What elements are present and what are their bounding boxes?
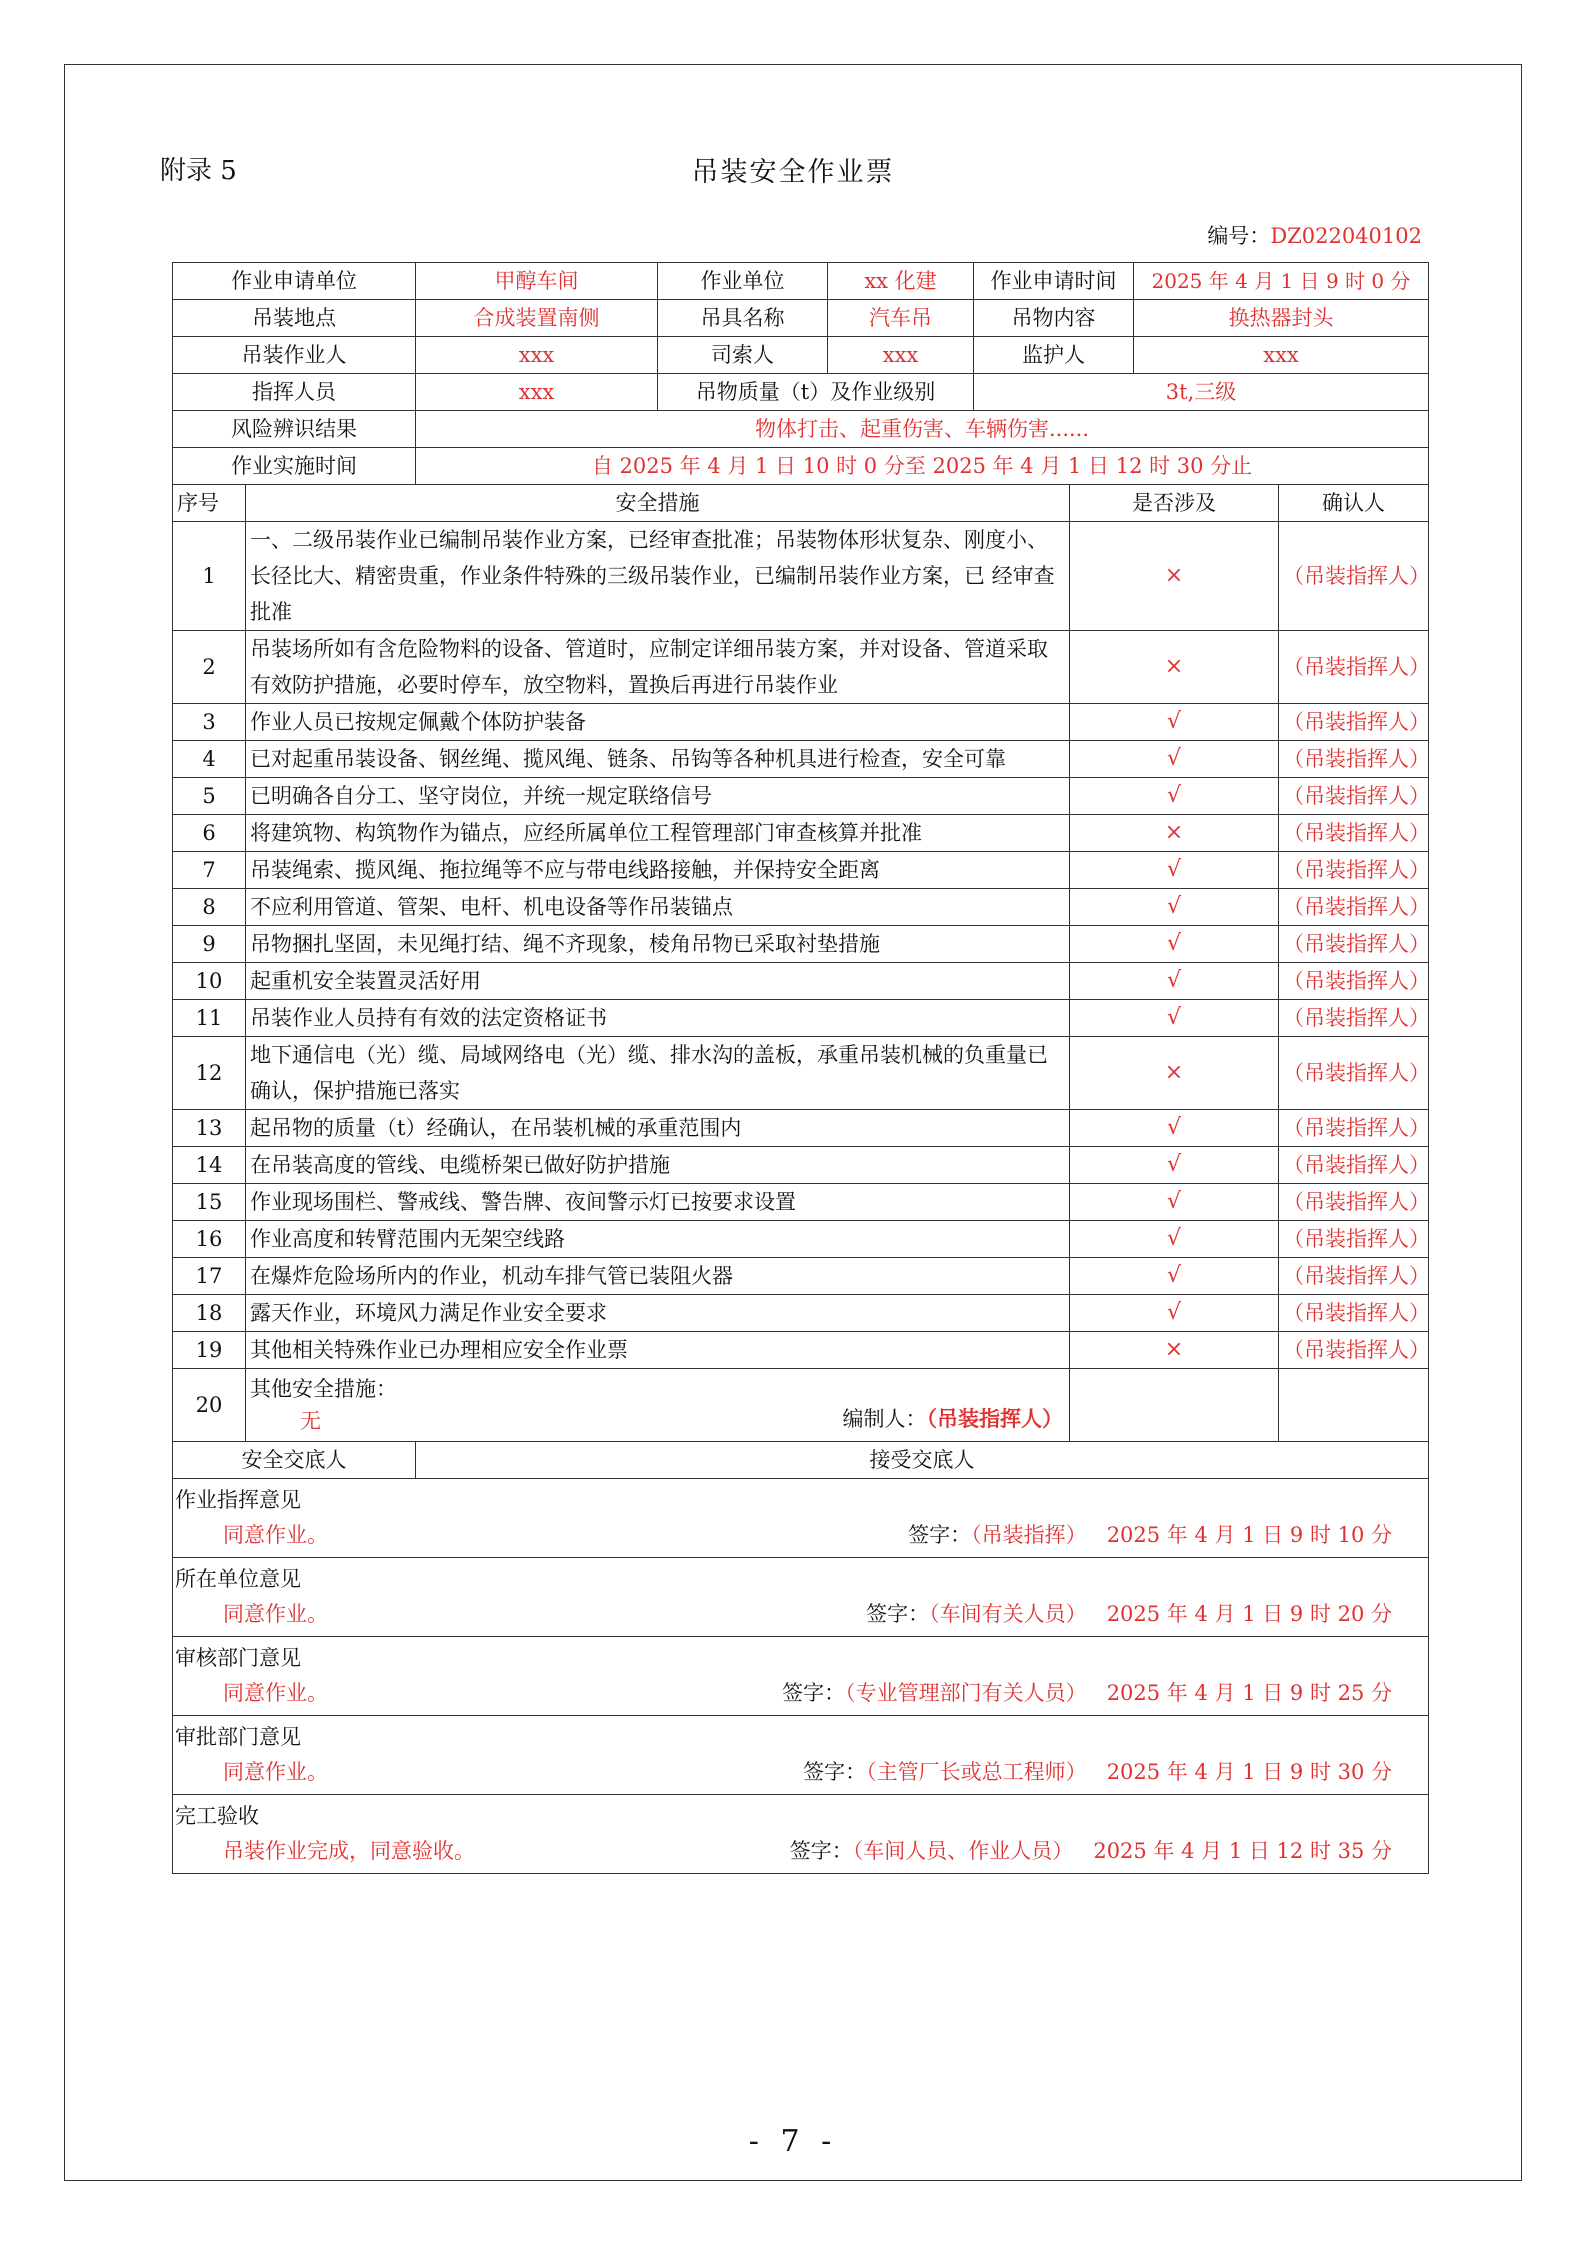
measure-text: 已明确各自分工、坚守岗位，并统一规定联络信号 bbox=[246, 778, 1070, 815]
measure-row bbox=[173, 741, 1429, 778]
other-measures-row bbox=[173, 1369, 1429, 1442]
opinion-label: 作业指挥意见 bbox=[175, 1488, 301, 1512]
ticket-number bbox=[1207, 220, 1422, 250]
apply-unit-label: 作业申请单位 bbox=[173, 263, 416, 300]
measure-no: 3 bbox=[173, 704, 246, 741]
signer: （车间人员、作业人员） bbox=[852, 1839, 1074, 1863]
measure-text: 其他相关特殊作业已办理相应安全作业票 bbox=[246, 1332, 1070, 1369]
other-measures-cell bbox=[246, 1369, 1070, 1442]
measure-row bbox=[173, 852, 1429, 889]
risk-label: 风险辨识结果 bbox=[173, 411, 416, 448]
author bbox=[843, 1403, 1064, 1435]
opinion-cell bbox=[173, 1795, 1429, 1874]
guardian-label: 监护人 bbox=[974, 337, 1134, 374]
measure-no: 18 bbox=[173, 1295, 246, 1332]
period-value: 自 2025 年 4 月 1 日 10 时 0 分至 2025 年 4 月 1 日 12 时 30 分止 bbox=[416, 448, 1429, 485]
page-number: - 7 - bbox=[748, 2124, 838, 2159]
measure-text: 不应利用管道、管架、电杆、机电设备等作吊装锚点 bbox=[246, 889, 1070, 926]
measure-text: 已对起重吊装设备、钢丝绳、揽风绳、链条、吊钩等各种机具进行检查，安全可靠 bbox=[246, 741, 1070, 778]
permit-table bbox=[172, 262, 1429, 1874]
measure-text: 起重机安全装置灵活好用 bbox=[246, 963, 1070, 1000]
measure-confirmer: （吊装指挥人） bbox=[1279, 926, 1429, 963]
measure-row bbox=[173, 1184, 1429, 1221]
measure-involved-mark: √ bbox=[1070, 1000, 1279, 1037]
measures-header-row bbox=[173, 485, 1429, 522]
measure-involved-mark: × bbox=[1070, 631, 1279, 704]
opinion-row bbox=[173, 1558, 1429, 1637]
opinion-signature bbox=[803, 1754, 1422, 1790]
measure-involved-mark: √ bbox=[1070, 1147, 1279, 1184]
mass-label: 吊物质量（t）及作业级别 bbox=[658, 374, 974, 411]
measure-involved-mark: × bbox=[1070, 1037, 1279, 1110]
opinion-signature bbox=[790, 1833, 1422, 1869]
measure-involved-mark: √ bbox=[1070, 1295, 1279, 1332]
opinion-label: 审批部门意见 bbox=[175, 1725, 301, 1749]
measure-text: 地下通信电（光）缆、局域网络电（光）缆、排水沟的盖板，承重吊装机械的负重量已 确认，保护措施已落实 bbox=[246, 1037, 1070, 1110]
mass-value: 3t,三级 bbox=[974, 374, 1429, 411]
operator-label: 吊装作业人 bbox=[173, 337, 416, 374]
sign-label: 签字： bbox=[789, 1839, 853, 1863]
measure-row bbox=[173, 889, 1429, 926]
info-row-5 bbox=[173, 411, 1429, 448]
measure-no: 14 bbox=[173, 1147, 246, 1184]
measure-no: 15 bbox=[173, 1184, 246, 1221]
measure-row bbox=[173, 1221, 1429, 1258]
guardian-value: xxx bbox=[1134, 337, 1429, 374]
measure-confirmer: （吊装指挥人） bbox=[1279, 1221, 1429, 1258]
measure-confirmer: （吊装指挥人） bbox=[1279, 778, 1429, 815]
measure-involved-mark: √ bbox=[1070, 963, 1279, 1000]
ticket-number-label: 编号： bbox=[1207, 224, 1271, 248]
measure-involved-mark: × bbox=[1070, 522, 1279, 631]
measure-confirmer: （吊装指挥人） bbox=[1279, 1184, 1429, 1221]
opinion-cell bbox=[173, 1479, 1429, 1558]
measure-confirmer: （吊装指挥人） bbox=[1279, 631, 1429, 704]
col-header-measure: 安全措施 bbox=[246, 485, 1070, 522]
info-row-2 bbox=[173, 300, 1429, 337]
measure-row bbox=[173, 1110, 1429, 1147]
measure-row bbox=[173, 631, 1429, 704]
opinion-line bbox=[175, 1675, 1422, 1711]
measure-involved-mark: √ bbox=[1070, 778, 1279, 815]
period-label: 作业实施时间 bbox=[173, 448, 416, 485]
rigger-value: xxx bbox=[828, 337, 974, 374]
commander-value: xxx bbox=[416, 374, 658, 411]
apply-time-label: 作业申请时间 bbox=[974, 263, 1134, 300]
tool-label: 吊具名称 bbox=[658, 300, 828, 337]
measure-no: 1 bbox=[173, 522, 246, 631]
location-value: 合成装置南侧 bbox=[416, 300, 658, 337]
opinion-cell bbox=[173, 1716, 1429, 1795]
measure-no: 8 bbox=[173, 889, 246, 926]
risk-value: 物体打击、起重伤害、车辆伤害...... bbox=[416, 411, 1429, 448]
measure-text: 露天作业，环境风力满足作业安全要求 bbox=[246, 1295, 1070, 1332]
sign-date: 2025 年 4 月 1 日 9 时 25 分 bbox=[1106, 1681, 1393, 1705]
measure-row bbox=[173, 963, 1429, 1000]
tool-value: 汽车吊 bbox=[828, 300, 974, 337]
apply-time-value: 2025 年 4 月 1 日 9 时 0 分 bbox=[1134, 263, 1429, 300]
rigger-label: 司索人 bbox=[658, 337, 828, 374]
opinion-label: 审核部门意见 bbox=[175, 1646, 301, 1670]
content-label: 吊物内容 bbox=[974, 300, 1134, 337]
measure-no: 11 bbox=[173, 1000, 246, 1037]
measure-confirmer: （吊装指挥人） bbox=[1279, 1110, 1429, 1147]
measure-confirmer: （吊装指挥人） bbox=[1279, 1037, 1429, 1110]
info-row-6 bbox=[173, 448, 1429, 485]
measure-text: 在吊装高度的管线、电缆桥架已做好防护措施 bbox=[246, 1147, 1070, 1184]
measure-text: 吊装绳索、揽风绳、拖拉绳等不应与带电线路接触，并保持安全距离 bbox=[246, 852, 1070, 889]
measure-involved-mark: √ bbox=[1070, 852, 1279, 889]
sign-date: 2025 年 4 月 1 日 12 时 35 分 bbox=[1093, 1839, 1393, 1863]
sign-label: 签字： bbox=[908, 1523, 972, 1547]
measure-text: 在爆炸危险场所内的作业，机动车排气管已装阻火器 bbox=[246, 1258, 1070, 1295]
opinion-row bbox=[173, 1716, 1429, 1795]
col-header-confirmer: 确认人 bbox=[1279, 485, 1429, 522]
measure-involved-mark: √ bbox=[1070, 1258, 1279, 1295]
measure-confirmer: （吊装指挥人） bbox=[1279, 815, 1429, 852]
measure-no: 5 bbox=[173, 778, 246, 815]
sign-label: 签字： bbox=[782, 1681, 846, 1705]
opinion-line bbox=[175, 1754, 1422, 1790]
sign-date: 2025 年 4 月 1 日 9 时 20 分 bbox=[1106, 1602, 1393, 1626]
measure-no: 9 bbox=[173, 926, 246, 963]
info-row-3 bbox=[173, 337, 1429, 374]
opinion-label: 所在单位意见 bbox=[175, 1567, 301, 1591]
measure-text: 吊装作业人员持有有效的法定资格证书 bbox=[246, 1000, 1070, 1037]
location-label: 吊装地点 bbox=[173, 300, 416, 337]
briefing-row bbox=[173, 1442, 1429, 1479]
opinion-cell bbox=[173, 1637, 1429, 1716]
work-unit-label: 作业单位 bbox=[658, 263, 828, 300]
content-value: 换热器封头 bbox=[1134, 300, 1429, 337]
measure-confirmer: （吊装指挥人） bbox=[1279, 852, 1429, 889]
measure-involved-mark: √ bbox=[1070, 1221, 1279, 1258]
signer: （主管厂长或总工程师） bbox=[866, 1760, 1087, 1784]
signer: （专业管理部门有关人员） bbox=[845, 1681, 1087, 1705]
measure-row bbox=[173, 522, 1429, 631]
measure-no: 16 bbox=[173, 1221, 246, 1258]
opinion-line bbox=[175, 1596, 1422, 1632]
measure-text: 吊物捆扎坚固，未见绳打结、绳不齐现象，棱角吊物已采取衬垫措施 bbox=[246, 926, 1070, 963]
col-header-no: 序号 bbox=[173, 485, 246, 522]
measure-confirmer: （吊装指挥人） bbox=[1279, 522, 1429, 631]
measure-text: 将建筑物、构筑物作为锚点，应经所属单位工程管理部门审查核算并批准 bbox=[246, 815, 1070, 852]
other-measures-label: 其他安全措施： bbox=[250, 1377, 397, 1401]
measure-text: 作业人员已按规定佩戴个体防护装备 bbox=[246, 704, 1070, 741]
measure-row bbox=[173, 815, 1429, 852]
measure-text: 吊装场所如有含危险物料的设备、管道时，应制定详细吊装方案，并对设备、管道采取有效防护措施，必要时停车，放空物料，置换后再进行吊装作业 bbox=[246, 631, 1070, 704]
measure-text: 一、二级吊装作业已编制吊装作业方案，已经审查批准；吊装物体形状复杂、刚度小、长径比大、精密贵重，作业条件特殊的三级吊装作业，已编制吊装作业方案，已 经审查批准 bbox=[246, 522, 1070, 631]
measure-confirmer: （吊装指挥人） bbox=[1279, 704, 1429, 741]
measure-row bbox=[173, 1000, 1429, 1037]
measure-no: 12 bbox=[173, 1037, 246, 1110]
opinion-row bbox=[173, 1637, 1429, 1716]
measure-text: 起吊物的质量（t）经确认，在吊装机械的承重范围内 bbox=[246, 1110, 1070, 1147]
measure-row bbox=[173, 1037, 1429, 1110]
sign-label: 签字： bbox=[803, 1760, 867, 1784]
measure-involved-mark: √ bbox=[1070, 1110, 1279, 1147]
measure-text: 作业高度和转臂范围内无架空线路 bbox=[246, 1221, 1070, 1258]
measure-no: 10 bbox=[173, 963, 246, 1000]
measure-no: 19 bbox=[173, 1332, 246, 1369]
measure-no: 2 bbox=[173, 631, 246, 704]
opinion-line bbox=[175, 1833, 1422, 1869]
measure-involved-mark: √ bbox=[1070, 926, 1279, 963]
info-row-4 bbox=[173, 374, 1429, 411]
commander-label: 指挥人员 bbox=[173, 374, 416, 411]
measure-confirmer: （吊装指挥人） bbox=[1279, 1000, 1429, 1037]
opinion-label: 完工验收 bbox=[175, 1804, 259, 1828]
work-unit-value: xx 化建 bbox=[828, 263, 974, 300]
measure-confirmer: （吊装指挥人） bbox=[1279, 1258, 1429, 1295]
measure-involved-mark: × bbox=[1070, 815, 1279, 852]
opinion-text: 同意作业。 bbox=[223, 1523, 328, 1547]
document-title: 吊装安全作业票 bbox=[691, 157, 895, 188]
signer: （车间有关人员） bbox=[929, 1602, 1087, 1626]
measure-involved-mark: √ bbox=[1070, 741, 1279, 778]
ticket-number-value: DZ022040102 bbox=[1270, 224, 1422, 248]
briefing-receiver-label: 接受交底人 bbox=[416, 1442, 1429, 1479]
operator-value: xxx bbox=[416, 337, 658, 374]
measure-involved-mark: √ bbox=[1070, 704, 1279, 741]
col-header-involved: 是否涉及 bbox=[1070, 485, 1279, 522]
opinion-text: 同意作业。 bbox=[223, 1681, 328, 1705]
opinion-signature bbox=[908, 1517, 1422, 1553]
opinion-text: 吊装作业完成，同意验收。 bbox=[223, 1839, 475, 1863]
measure-involved-mark: × bbox=[1070, 1332, 1279, 1369]
measure-confirmer: （吊装指挥人） bbox=[1279, 963, 1429, 1000]
opinions-body bbox=[173, 1479, 1429, 1874]
measure-row bbox=[173, 778, 1429, 815]
other-involved bbox=[1070, 1369, 1279, 1442]
opinion-row bbox=[173, 1795, 1429, 1874]
opinion-text: 同意作业。 bbox=[223, 1602, 328, 1626]
measure-text: 作业现场围栏、警戒线、警告牌、夜间警示灯已按要求设置 bbox=[246, 1184, 1070, 1221]
author-label: 编制人： bbox=[842, 1407, 927, 1431]
measure-involved-mark: √ bbox=[1070, 889, 1279, 926]
measure-row bbox=[173, 1295, 1429, 1332]
other-no: 20 bbox=[173, 1369, 246, 1442]
measure-no: 17 bbox=[173, 1258, 246, 1295]
opinion-line bbox=[175, 1517, 1422, 1553]
measure-row bbox=[173, 704, 1429, 741]
appendix-label: 附录 5 bbox=[160, 156, 237, 186]
sign-date: 2025 年 4 月 1 日 9 时 10 分 bbox=[1106, 1523, 1393, 1547]
other-measures-value: 无 bbox=[300, 1409, 321, 1433]
sign-date: 2025 年 4 月 1 日 9 时 30 分 bbox=[1106, 1760, 1393, 1784]
opinion-signature bbox=[866, 1596, 1422, 1632]
opinion-text: 同意作业。 bbox=[223, 1760, 328, 1784]
measure-row bbox=[173, 926, 1429, 963]
measures-body bbox=[173, 522, 1429, 1369]
measure-row bbox=[173, 1147, 1429, 1184]
author-value: （吊装指挥人） bbox=[926, 1406, 1063, 1431]
apply-unit-value: 甲醇车间 bbox=[416, 263, 658, 300]
measure-no: 13 bbox=[173, 1110, 246, 1147]
measure-row bbox=[173, 1258, 1429, 1295]
measure-confirmer: （吊装指挥人） bbox=[1279, 1332, 1429, 1369]
measure-no: 6 bbox=[173, 815, 246, 852]
signer: （吊装指挥） bbox=[971, 1523, 1087, 1547]
briefing-giver-label: 安全交底人 bbox=[173, 1442, 416, 1479]
opinion-row bbox=[173, 1479, 1429, 1558]
measure-no: 7 bbox=[173, 852, 246, 889]
measure-confirmer: （吊装指挥人） bbox=[1279, 1295, 1429, 1332]
measure-confirmer: （吊装指挥人） bbox=[1279, 1147, 1429, 1184]
info-row-1 bbox=[173, 263, 1429, 300]
measure-no: 4 bbox=[173, 741, 246, 778]
measure-row bbox=[173, 1332, 1429, 1369]
measure-confirmer: （吊装指挥人） bbox=[1279, 741, 1429, 778]
opinion-cell bbox=[173, 1558, 1429, 1637]
opinion-signature bbox=[782, 1675, 1422, 1711]
measure-confirmer: （吊装指挥人） bbox=[1279, 889, 1429, 926]
sign-label: 签字： bbox=[866, 1602, 930, 1626]
measure-involved-mark: √ bbox=[1070, 1184, 1279, 1221]
other-confirmer bbox=[1279, 1369, 1429, 1442]
